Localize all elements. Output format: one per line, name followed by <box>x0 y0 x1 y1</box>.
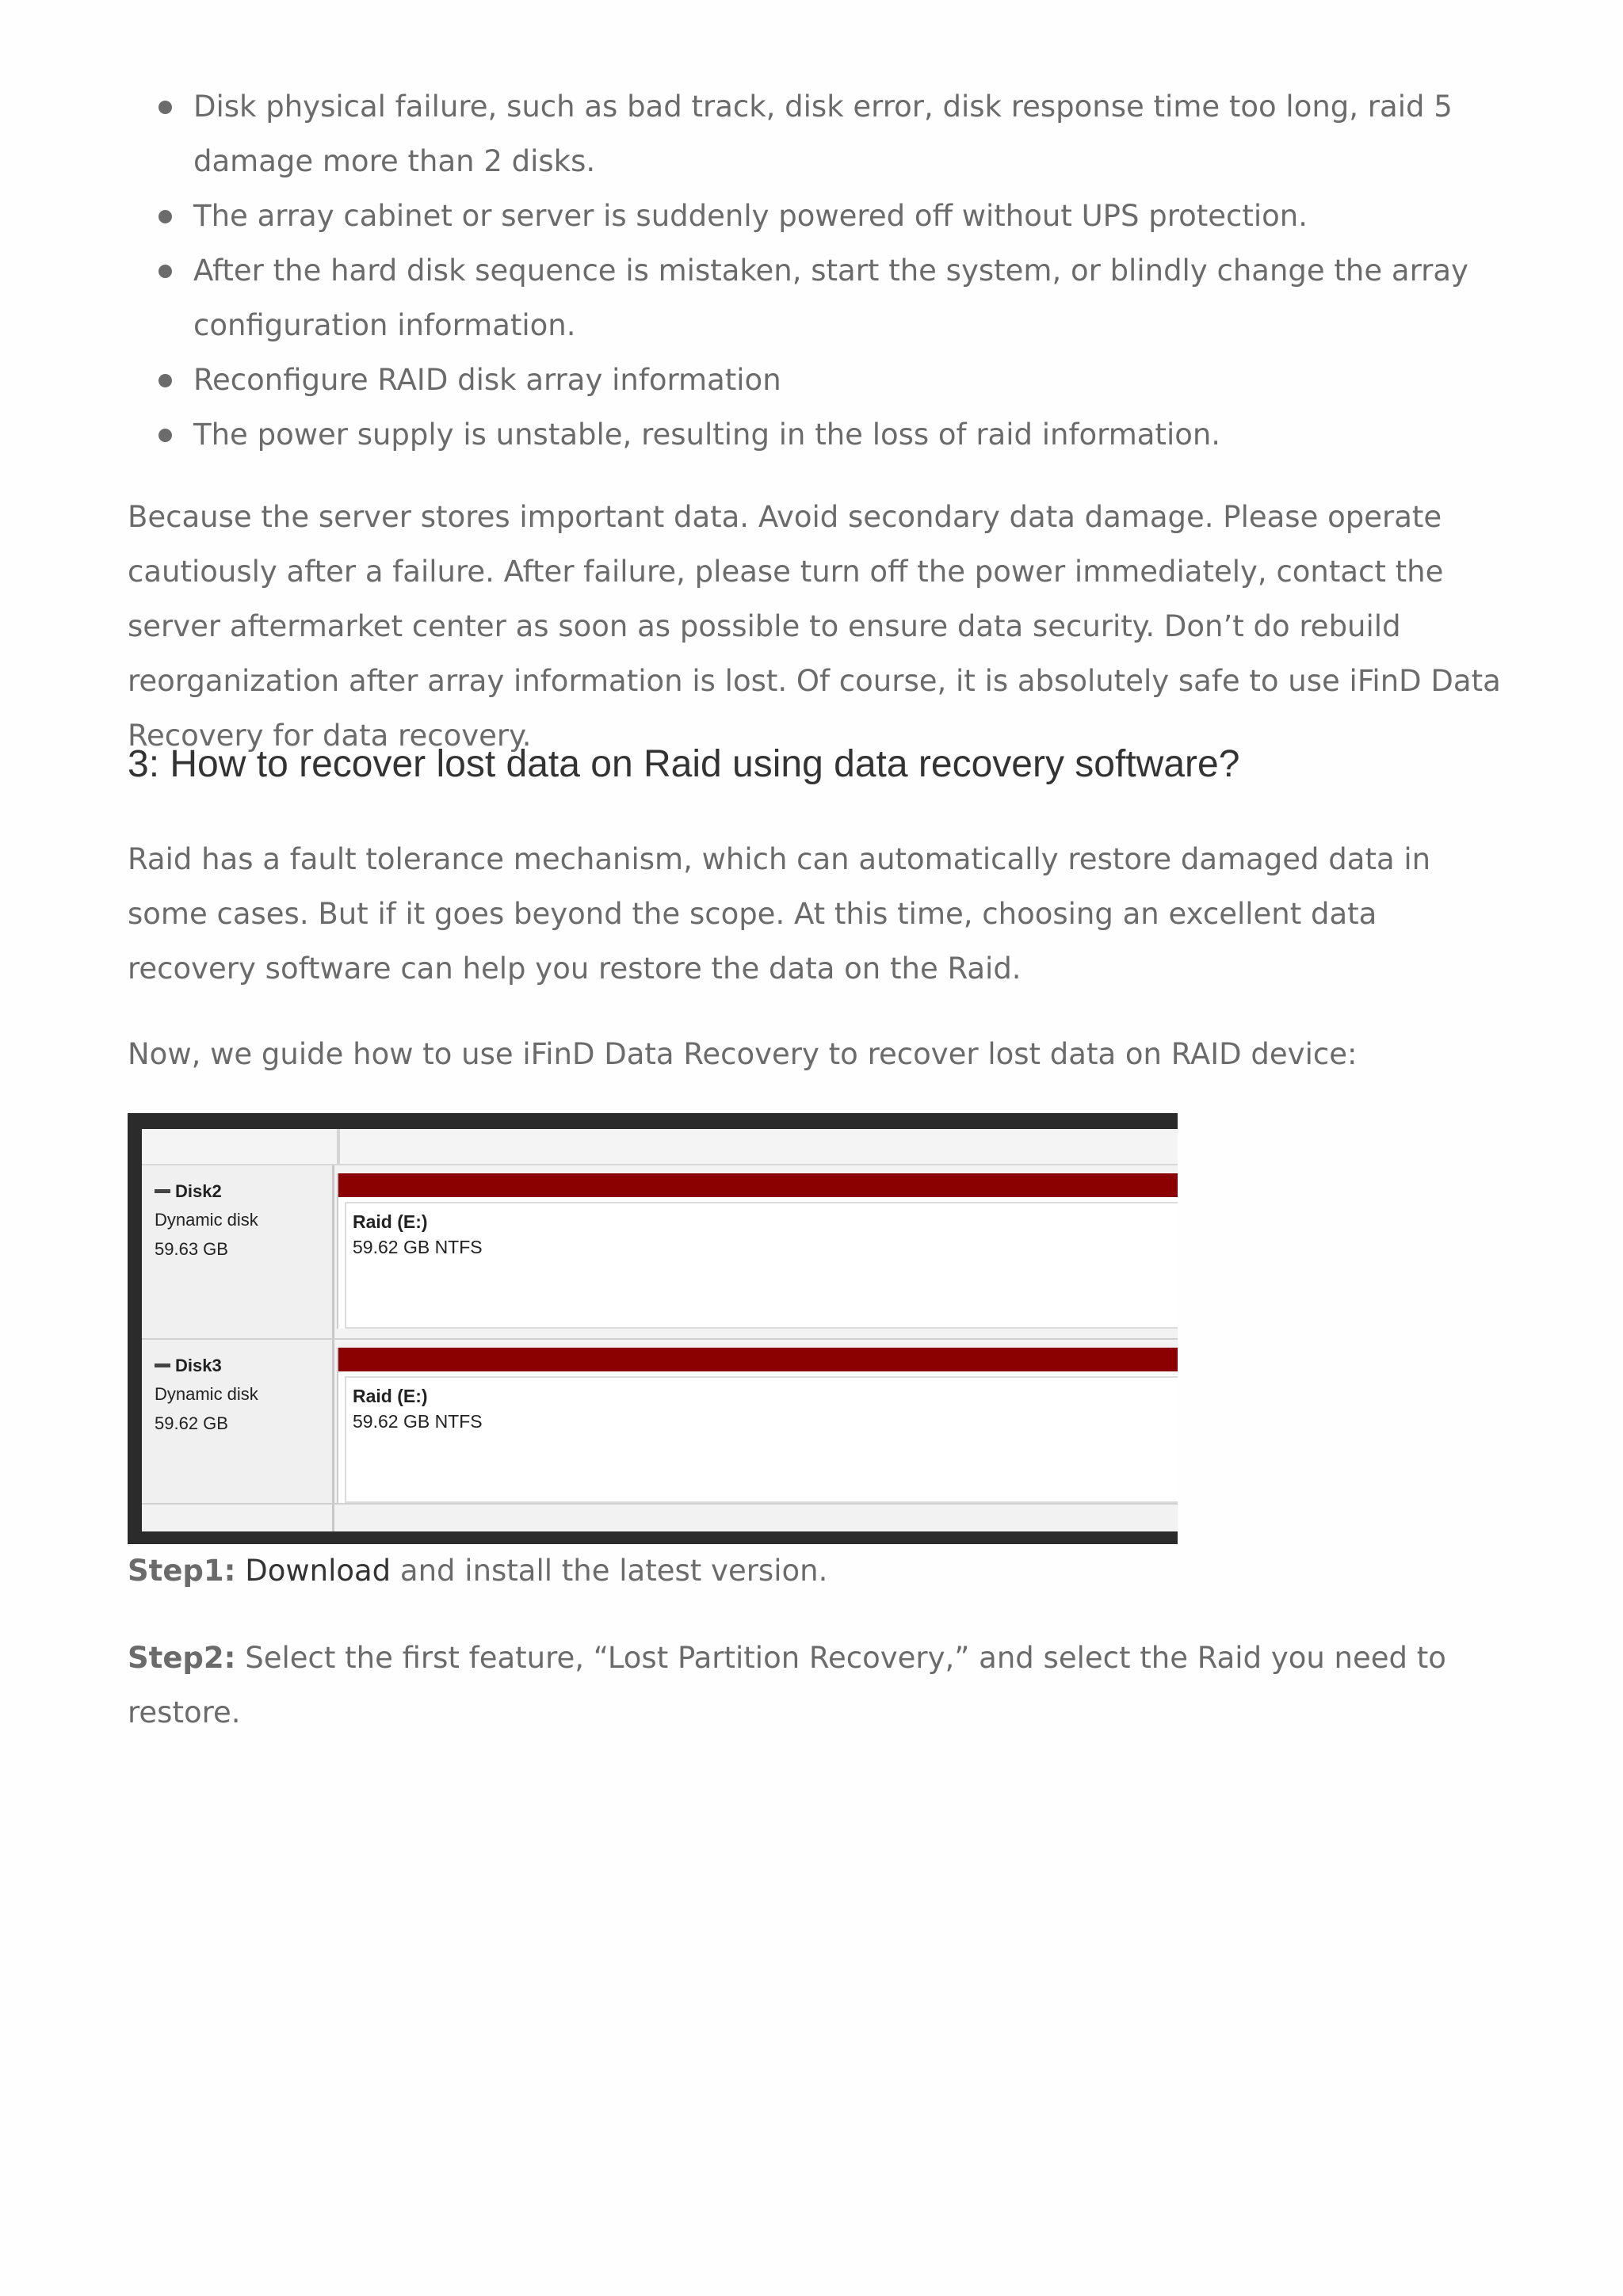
list-item-text: The array cabinet or server is suddenly powered off without UPS protection. <box>193 199 1308 233</box>
failure-causes-list <box>155 79 1503 462</box>
bullet-dot-icon <box>158 101 172 114</box>
volume-color-bar <box>338 1348 1178 1371</box>
step2-label: Step2: <box>128 1641 236 1675</box>
volume-name: Raid (E:) <box>353 1386 428 1406</box>
fault-tolerance-paragraph: Raid has a fault tolerance mechanism, which can automatically restore damaged data in some cases. But if it goes beyond the scope. At this time, choosing an excellent data recovery software can help you restore the data on the Raid. <box>128 842 1431 986</box>
list-item <box>155 353 1503 407</box>
section-heading: 3: How to recover lost data on Raid using data recovery software? <box>128 743 1240 785</box>
download-link[interactable]: Download <box>245 1554 391 1588</box>
disk-name: Disk2 <box>175 1181 222 1201</box>
disk-management-panel <box>142 1129 1178 1531</box>
disk-type: Dynamic disk <box>155 1384 258 1404</box>
disk-label-panel <box>142 1340 334 1512</box>
bullet-dot-icon <box>158 374 172 387</box>
step1-paragraph <box>128 1543 1507 1598</box>
disk-size: 59.62 GB <box>155 1413 228 1433</box>
volume-box <box>345 1202 1178 1329</box>
panel-top-strip <box>142 1129 1178 1165</box>
volume-info: 59.62 GB NTFS <box>353 1237 483 1257</box>
list-item <box>155 79 1503 189</box>
step2-text: Select the first feature, “Lost Partition Recovery,” and select the Raid you need to restore. <box>128 1641 1446 1730</box>
disk-icon <box>155 1363 170 1367</box>
list-item-text: The power supply is unstable, resulting in the loss of raid information. <box>193 418 1221 452</box>
volume-color-bar <box>338 1173 1178 1197</box>
bullet-dot-icon <box>158 210 172 223</box>
disk-size: 59.63 GB <box>155 1239 228 1259</box>
list-item-text: Reconfigure RAID disk array information <box>193 363 781 397</box>
disk-name: Disk3 <box>175 1356 222 1375</box>
volume-panel <box>337 1173 1178 1329</box>
list-item <box>155 189 1503 243</box>
list-item <box>155 407 1503 462</box>
panel-bottom-strip <box>142 1503 1178 1531</box>
disk-row <box>142 1340 1178 1514</box>
divider <box>332 1505 334 1531</box>
disk-label-panel <box>142 1165 334 1338</box>
caution-paragraph: Because the server stores important data. Avoid secondary data damage. Please operate cautiously after a failure. After failure, please turn off the power immediately, contact the server aftermarket center as soon as possible to ensure data security. Don’t do rebuild reorganization after array information is lost. Of course, it is absolutely safe to use iFinD Data Recovery for data recovery. <box>128 500 1501 753</box>
volume-panel <box>337 1348 1178 1503</box>
guide-paragraph: Now, we guide how to use iFinD Data Recovery to recover lost data on RAID device: <box>128 1037 1358 1071</box>
step1-text: and install the latest version. <box>391 1554 828 1588</box>
bullet-dot-icon <box>158 265 172 278</box>
disk-management-screenshot <box>128 1113 1178 1544</box>
step2-paragraph <box>128 1630 1507 1740</box>
step1-label: Step1: <box>128 1554 236 1588</box>
disk-row <box>142 1165 1178 1340</box>
list-item-text: Disk physical failure, such as bad track, disk error, disk response time too long, raid 5 damage more than 2 disks. <box>193 90 1453 178</box>
list-item <box>155 243 1503 353</box>
disk-icon <box>155 1189 170 1193</box>
disk-type: Dynamic disk <box>155 1210 258 1230</box>
volume-name: Raid (E:) <box>353 1211 428 1232</box>
bullet-dot-icon <box>158 429 172 442</box>
volume-box <box>345 1376 1178 1503</box>
list-item-text: After the hard disk sequence is mistaken, start the system, or blindly change the array configuration information. <box>193 254 1468 342</box>
volume-info: 59.62 GB NTFS <box>353 1411 483 1432</box>
divider <box>337 1129 340 1164</box>
